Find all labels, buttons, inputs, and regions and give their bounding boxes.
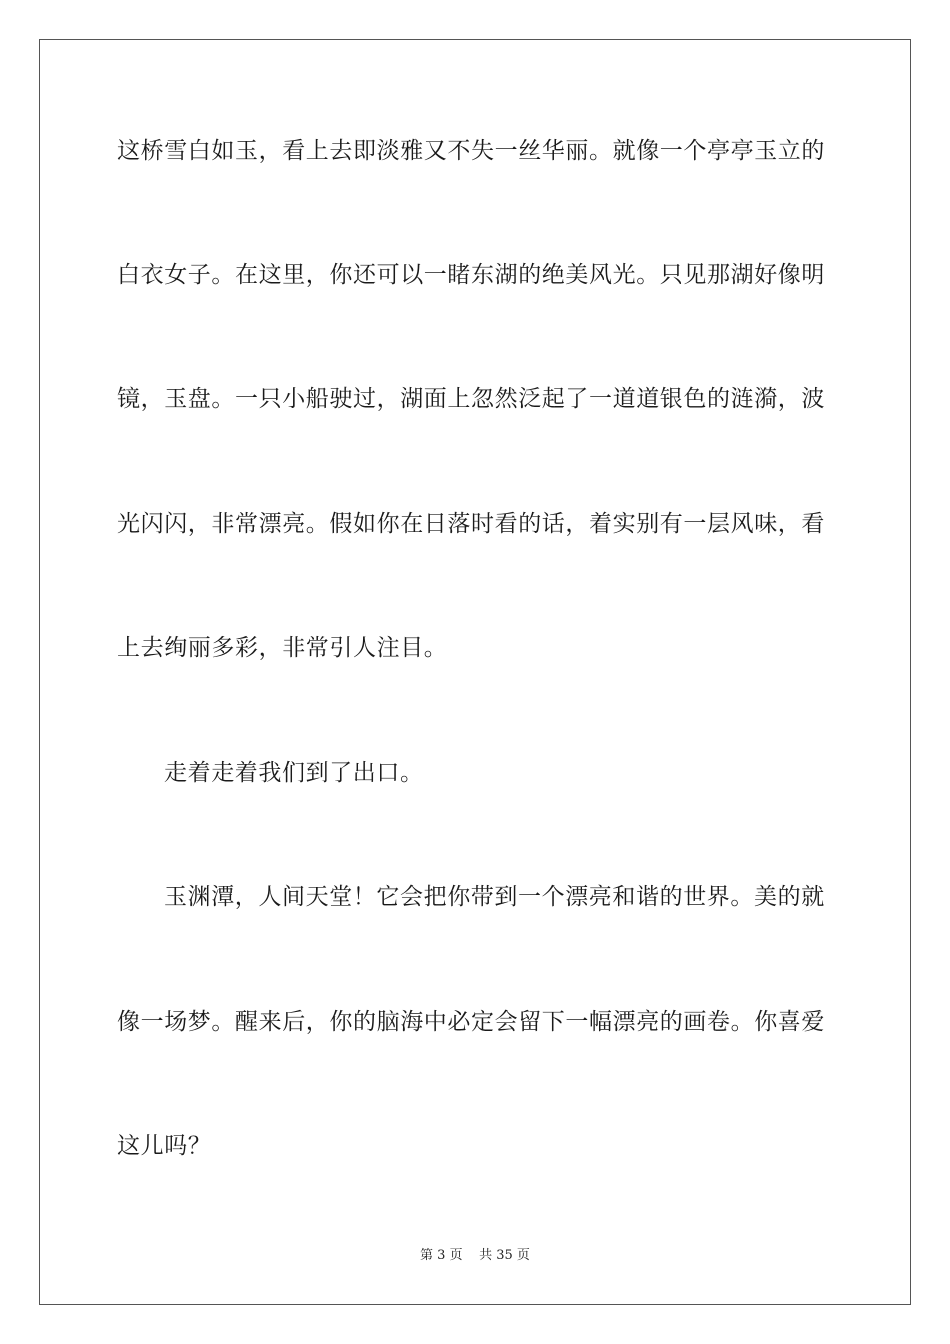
page-number: 第 3 页 (420, 1248, 463, 1263)
paragraph-start-line: 走着走着我们到了出口。 (164, 760, 424, 786)
text-line: 上去绚丽多彩，非常引人注目。 (117, 635, 448, 661)
text-line: 这儿吗？ (117, 1133, 212, 1159)
text-line: 镜，玉盘。一只小船驶过，湖面上忽然泛起了一道道银色的涟漪，波 (117, 386, 825, 412)
text-line: 白衣女子。在这里，你还可以一睹东湖的绝美风光。只见那湖好像明 (117, 262, 825, 288)
text-line: 这桥雪白如玉，看上去即淡雅又不失一丝华丽。就像一个亭亭玉立的 (117, 138, 825, 164)
text-line: 像一场梦。醒来后，你的脑海中必定会留下一幅漂亮的画卷。你喜爱 (117, 1009, 825, 1035)
page-border (39, 39, 911, 1305)
text-line: 光闪闪，非常漂亮。假如你在日落时看的话，着实别有一层风味，看 (117, 511, 825, 537)
paragraph-start-line: 玉渊潭，人间天堂！它会把你带到一个漂亮和谐的世界。美的就 (164, 884, 825, 910)
page-total: 共 35 页 (479, 1248, 530, 1263)
page-footer (0, 1247, 950, 1265)
